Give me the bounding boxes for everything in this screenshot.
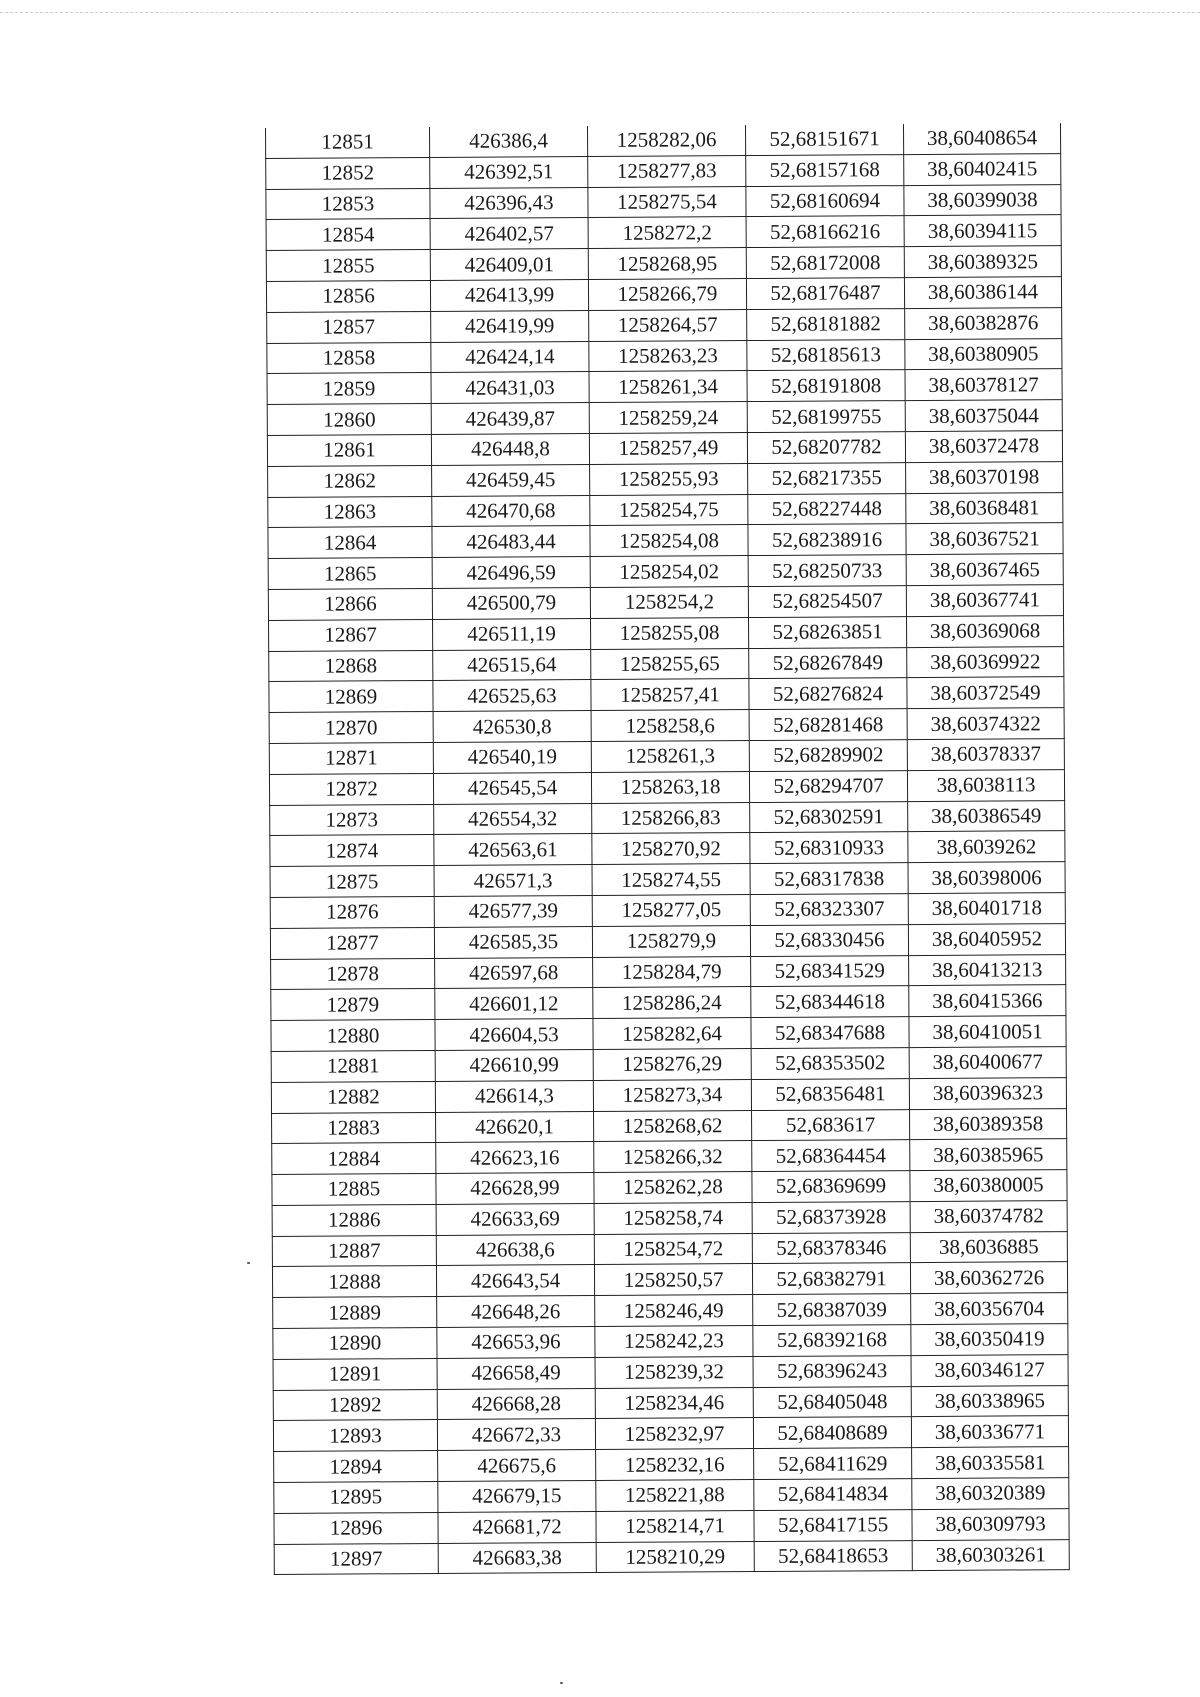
y-coordinate-cell: 1258255,93 <box>590 463 748 495</box>
x-coordinate-cell: 426653,96 <box>437 1327 595 1359</box>
x-coordinate-cell: 426419,99 <box>431 310 589 342</box>
longitude-cell: 38,60378337 <box>907 739 1064 771</box>
x-coordinate-cell: 426628,99 <box>436 1173 594 1205</box>
y-coordinate-cell: 1258262,28 <box>594 1172 752 1204</box>
longitude-cell: 38,60303261 <box>912 1539 1069 1571</box>
point-number-cell: 12882 <box>271 1081 435 1113</box>
point-number-cell: 12884 <box>272 1143 436 1175</box>
longitude-cell: 38,60394115 <box>904 215 1061 247</box>
y-coordinate-cell: 1258257,49 <box>589 433 747 465</box>
longitude-cell: 38,60382876 <box>905 307 1062 339</box>
table-row <box>266 246 1061 282</box>
x-coordinate-cell: 426459,45 <box>432 464 590 496</box>
table-row <box>272 1262 1067 1298</box>
point-number-cell: 12894 <box>274 1451 438 1483</box>
point-number-cell: 12863 <box>268 496 432 528</box>
x-coordinate-cell: 426448,8 <box>431 433 589 465</box>
x-coordinate-cell: 426679,15 <box>438 1481 596 1513</box>
point-number-cell: 12853 <box>266 188 430 220</box>
table-row <box>268 523 1063 559</box>
longitude-cell: 38,60372478 <box>905 431 1062 463</box>
y-coordinate-cell: 1258232,16 <box>596 1449 754 1481</box>
x-coordinate-cell: 426470,68 <box>432 495 590 527</box>
y-coordinate-cell: 1258273,34 <box>593 1079 751 1111</box>
point-number-cell: 12858 <box>267 342 431 374</box>
latitude-cell: 52,68267849 <box>749 647 907 679</box>
table-row <box>271 1016 1066 1052</box>
x-coordinate-cell: 426545,54 <box>433 772 591 804</box>
x-coordinate-cell: 426620,1 <box>436 1111 594 1143</box>
x-coordinate-cell: 426386,4 <box>429 126 587 157</box>
x-coordinate-cell: 426402,57 <box>430 218 588 250</box>
longitude-cell: 38,60346127 <box>911 1354 1068 1386</box>
table-row <box>274 1508 1069 1544</box>
point-number-cell: 12886 <box>272 1204 436 1236</box>
table-row <box>267 307 1062 343</box>
y-coordinate-cell: 1258276,29 <box>593 1048 751 1080</box>
x-coordinate-cell: 426610,99 <box>435 1049 593 1081</box>
latitude-cell: 52,68227448 <box>748 493 906 525</box>
y-coordinate-cell: 1258266,79 <box>588 279 746 311</box>
y-coordinate-cell: 1258266,32 <box>594 1141 752 1173</box>
point-number-cell: 12861 <box>267 434 431 466</box>
latitude-cell: 52,68238916 <box>748 524 906 556</box>
longitude-cell: 38,60385965 <box>910 1139 1067 1171</box>
table-row <box>269 615 1064 651</box>
x-coordinate-cell: 426413,99 <box>430 280 588 312</box>
y-coordinate-cell: 1258254,72 <box>594 1233 752 1265</box>
x-coordinate-cell: 426500,79 <box>432 587 590 619</box>
latitude-cell: 52,68217355 <box>748 462 906 494</box>
latitude-cell: 52,68396243 <box>753 1355 911 1387</box>
y-coordinate-cell: 1258254,2 <box>590 587 748 619</box>
latitude-cell: 52,68369699 <box>752 1171 910 1203</box>
latitude-cell: 52,68281468 <box>749 709 907 741</box>
longitude-cell: 38,60370198 <box>906 461 1063 493</box>
x-coordinate-cell: 426681,72 <box>438 1511 596 1543</box>
table-row <box>268 492 1063 528</box>
latitude-cell: 52,68417155 <box>754 1509 912 1541</box>
table-row <box>273 1324 1068 1360</box>
y-coordinate-cell: 1258232,97 <box>595 1418 753 1450</box>
point-number-cell: 12869 <box>269 681 433 713</box>
y-coordinate-cell: 1258255,08 <box>591 617 749 649</box>
point-number-cell: 12891 <box>273 1358 437 1390</box>
table-row <box>273 1354 1068 1390</box>
table-row <box>272 1108 1067 1144</box>
point-number-cell: 12871 <box>269 742 433 774</box>
point-number-cell: 12895 <box>274 1482 438 1514</box>
x-coordinate-cell: 426571,3 <box>434 865 592 897</box>
x-coordinate-cell: 426577,39 <box>434 895 592 927</box>
latitude-cell: 52,68323307 <box>750 894 908 926</box>
point-number-cell: 12866 <box>268 588 432 620</box>
y-coordinate-cell: 1258258,6 <box>591 710 749 742</box>
table-row <box>273 1416 1068 1452</box>
y-coordinate-cell: 1258221,88 <box>596 1480 754 1512</box>
latitude-cell: 52,68157168 <box>746 154 904 186</box>
x-coordinate-cell: 426668,28 <box>437 1388 595 1420</box>
y-coordinate-cell: 1258264,57 <box>589 309 747 341</box>
point-number-cell: 12867 <box>269 619 433 651</box>
scan-speck <box>247 1262 250 1264</box>
longitude-cell: 38,60367741 <box>906 585 1063 617</box>
y-coordinate-cell: 1258259,24 <box>589 402 747 434</box>
x-coordinate-cell: 426431,03 <box>431 372 589 404</box>
point-number-cell: 12880 <box>271 1020 435 1052</box>
table-row <box>274 1478 1069 1514</box>
longitude-cell: 38,6036885 <box>910 1231 1067 1263</box>
longitude-cell: 38,60410051 <box>909 1016 1066 1048</box>
latitude-cell: 52,68176487 <box>746 278 904 310</box>
longitude-cell: 38,60389358 <box>910 1108 1067 1140</box>
x-coordinate-cell: 426540,19 <box>433 741 591 773</box>
table-row <box>272 1170 1067 1206</box>
point-number-cell: 12872 <box>269 773 433 805</box>
longitude-cell: 38,60399038 <box>904 184 1061 216</box>
x-coordinate-cell: 426563,61 <box>434 834 592 866</box>
x-coordinate-cell: 426585,35 <box>434 926 592 958</box>
y-coordinate-cell: 1258257,41 <box>591 679 749 711</box>
table-row <box>270 893 1065 929</box>
longitude-cell: 38,60367521 <box>906 523 1063 555</box>
y-coordinate-cell: 1258254,75 <box>590 494 748 526</box>
point-number-cell: 12883 <box>272 1112 436 1144</box>
y-coordinate-cell: 1258277,05 <box>592 894 750 926</box>
longitude-cell: 38,60415366 <box>909 985 1066 1017</box>
latitude-cell: 52,68330456 <box>750 924 908 956</box>
table-row <box>267 431 1062 467</box>
table-row <box>273 1385 1068 1421</box>
longitude-cell: 38,60408654 <box>903 123 1060 154</box>
latitude-cell: 52,68317838 <box>750 863 908 895</box>
latitude-cell: 52,68302591 <box>750 801 908 833</box>
y-coordinate-cell: 1258284,79 <box>593 956 751 988</box>
longitude-cell: 38,60336771 <box>911 1416 1068 1448</box>
y-coordinate-cell: 1258275,54 <box>588 186 746 218</box>
point-number-cell: 12864 <box>268 527 432 559</box>
point-number-cell: 12851 <box>266 127 430 158</box>
latitude-cell: 52,68185613 <box>747 339 905 371</box>
longitude-cell: 38,60389325 <box>904 246 1061 278</box>
table-row <box>273 1293 1068 1329</box>
y-coordinate-cell: 1258242,23 <box>595 1326 753 1358</box>
longitude-cell: 38,60401718 <box>908 893 1065 925</box>
table-row <box>268 461 1063 497</box>
point-number-cell: 12877 <box>270 927 434 959</box>
latitude-cell: 52,68276824 <box>749 678 907 710</box>
table-row <box>271 954 1066 990</box>
x-coordinate-cell: 426638,6 <box>436 1234 594 1266</box>
latitude-cell: 52,68172008 <box>746 247 904 279</box>
table-row <box>266 123 1061 158</box>
longitude-cell: 38,60402415 <box>904 153 1061 185</box>
latitude-cell: 52,68364454 <box>752 1140 910 1172</box>
y-coordinate-cell: 1258270,92 <box>592 833 750 865</box>
x-coordinate-cell: 426648,26 <box>437 1296 595 1328</box>
table-row <box>269 708 1064 744</box>
point-number-cell: 12888 <box>272 1266 436 1298</box>
latitude-cell: 52,68250733 <box>748 555 906 587</box>
table-row <box>272 1231 1067 1267</box>
longitude-cell: 38,60400677 <box>909 1047 1066 1079</box>
table-row <box>270 831 1065 867</box>
longitude-cell: 38,60309793 <box>912 1508 1069 1540</box>
latitude-cell: 52,68166216 <box>746 216 904 248</box>
latitude-cell: 52,68191808 <box>747 370 905 402</box>
y-coordinate-cell: 1258282,06 <box>587 125 745 156</box>
latitude-cell: 52,68151671 <box>745 124 903 155</box>
point-number-cell: 12876 <box>270 896 434 928</box>
point-number-cell: 12856 <box>266 280 430 312</box>
latitude-cell: 52,68181882 <box>747 308 905 340</box>
longitude-cell: 38,60374322 <box>907 708 1064 740</box>
point-number-cell: 12865 <box>268 558 432 590</box>
longitude-cell: 38,60368481 <box>906 492 1063 524</box>
longitude-cell: 38,60372549 <box>907 677 1064 709</box>
latitude-cell: 52,68254507 <box>748 586 906 618</box>
table-row <box>267 369 1062 405</box>
scan-speck <box>560 1682 563 1684</box>
longitude-cell: 38,60350419 <box>911 1324 1068 1356</box>
y-coordinate-cell: 1258255,65 <box>591 648 749 680</box>
point-number-cell: 12852 <box>266 157 430 189</box>
latitude-cell: 52,68289902 <box>749 740 907 772</box>
longitude-cell: 38,60362726 <box>910 1262 1067 1294</box>
x-coordinate-cell: 426392,51 <box>430 156 588 188</box>
x-coordinate-cell: 426683,38 <box>438 1542 596 1574</box>
table-row <box>267 338 1062 374</box>
point-number-cell: 12897 <box>274 1543 438 1575</box>
x-coordinate-cell: 426633,69 <box>436 1203 594 1235</box>
latitude-cell: 52,68160694 <box>746 185 904 217</box>
longitude-cell: 38,60413213 <box>909 954 1066 986</box>
y-coordinate-cell: 1258266,83 <box>592 802 750 834</box>
table-row <box>266 153 1061 189</box>
longitude-cell: 38,60338965 <box>911 1385 1068 1417</box>
x-coordinate-cell: 426604,53 <box>435 1019 593 1051</box>
y-coordinate-cell: 1258277,83 <box>588 155 746 187</box>
longitude-cell: 38,60396323 <box>909 1077 1066 1109</box>
point-number-cell: 12875 <box>270 866 434 898</box>
x-coordinate-cell: 426672,33 <box>437 1419 595 1451</box>
y-coordinate-cell: 1258239,32 <box>595 1356 753 1388</box>
table-row <box>266 184 1061 220</box>
point-number-cell: 12885 <box>272 1174 436 1206</box>
y-coordinate-cell: 1258261,3 <box>591 740 749 772</box>
y-coordinate-cell: 1258268,95 <box>588 248 746 280</box>
table-row <box>270 923 1065 959</box>
latitude-cell: 52,68382791 <box>752 1263 910 1295</box>
table-row <box>274 1539 1069 1575</box>
point-number-cell: 12859 <box>267 373 431 405</box>
latitude-cell: 52,683617 <box>752 1109 910 1141</box>
latitude-cell: 52,68344618 <box>751 986 909 1018</box>
x-coordinate-cell: 426396,43 <box>430 187 588 219</box>
latitude-cell: 52,68387039 <box>753 1294 911 1326</box>
x-coordinate-cell: 426439,87 <box>431 403 589 435</box>
longitude-cell: 38,60374782 <box>910 1201 1067 1233</box>
table-row <box>268 554 1063 590</box>
longitude-cell: 38,60367465 <box>906 554 1063 586</box>
longitude-cell: 38,60398006 <box>908 862 1065 894</box>
point-number-cell: 12854 <box>266 219 430 251</box>
point-number-cell: 12881 <box>271 1050 435 1082</box>
point-number-cell: 12868 <box>269 650 433 682</box>
latitude-cell: 52,68207782 <box>747 432 905 464</box>
scan-edge-line <box>0 12 1200 13</box>
table-row <box>272 1201 1067 1237</box>
x-coordinate-cell: 426623,16 <box>436 1142 594 1174</box>
table-row <box>271 1077 1066 1113</box>
x-coordinate-cell: 426675,6 <box>438 1450 596 1482</box>
y-coordinate-cell: 1258258,74 <box>594 1202 752 1234</box>
table-row <box>266 277 1061 313</box>
y-coordinate-cell: 1258286,24 <box>593 987 751 1019</box>
y-coordinate-cell: 1258254,08 <box>590 525 748 557</box>
point-number-cell: 12878 <box>271 958 435 990</box>
point-number-cell: 12896 <box>274 1512 438 1544</box>
x-coordinate-cell: 426601,12 <box>435 988 593 1020</box>
x-coordinate-cell: 426511,19 <box>433 618 591 650</box>
latitude-cell: 52,68199755 <box>747 401 905 433</box>
longitude-cell: 38,6038113 <box>907 769 1064 801</box>
longitude-cell: 38,60375044 <box>905 400 1062 432</box>
point-number-cell: 12857 <box>267 311 431 343</box>
y-coordinate-cell: 1258282,64 <box>593 1018 751 1050</box>
latitude-cell: 52,68263851 <box>748 616 906 648</box>
longitude-cell: 38,60356704 <box>911 1293 1068 1325</box>
x-coordinate-cell: 426515,64 <box>433 649 591 681</box>
longitude-cell: 38,60405952 <box>908 923 1065 955</box>
point-number-cell: 12890 <box>273 1328 437 1360</box>
table-row <box>266 215 1061 251</box>
point-number-cell: 12893 <box>273 1420 437 1452</box>
y-coordinate-cell: 1258263,18 <box>591 771 749 803</box>
x-coordinate-cell: 426496,59 <box>432 557 590 589</box>
point-number-cell: 12862 <box>268 465 432 497</box>
longitude-cell: 38,60386549 <box>908 800 1065 832</box>
y-coordinate-cell: 1258263,23 <box>589 340 747 372</box>
x-coordinate-cell: 426554,32 <box>434 803 592 835</box>
point-number-cell: 12870 <box>269 712 433 744</box>
point-number-cell: 12887 <box>272 1235 436 1267</box>
longitude-cell: 38,60369922 <box>907 646 1064 678</box>
y-coordinate-cell: 1258214,71 <box>596 1510 754 1542</box>
latitude-cell: 52,68347688 <box>751 1017 909 1049</box>
latitude-cell: 52,68392168 <box>753 1325 911 1357</box>
y-coordinate-cell: 1258250,57 <box>594 1264 752 1296</box>
longitude-cell: 38,6039262 <box>908 831 1065 863</box>
y-coordinate-cell: 1258261,34 <box>589 371 747 403</box>
table-row <box>269 646 1064 682</box>
latitude-cell: 52,68341529 <box>751 955 909 987</box>
point-number-cell: 12855 <box>266 250 430 282</box>
table-row <box>270 862 1065 898</box>
y-coordinate-cell: 1258274,55 <box>592 864 750 896</box>
table-row <box>274 1447 1069 1483</box>
point-number-cell: 12860 <box>267 404 431 436</box>
latitude-cell: 52,68373928 <box>752 1201 910 1233</box>
longitude-cell: 38,60386144 <box>904 277 1061 309</box>
longitude-cell: 38,60335581 <box>912 1447 1069 1479</box>
x-coordinate-cell: 426530,8 <box>433 711 591 743</box>
coordinates-table <box>265 123 1070 1575</box>
latitude-cell: 52,68310933 <box>750 832 908 864</box>
latitude-cell: 52,68378346 <box>752 1232 910 1264</box>
x-coordinate-cell: 426643,54 <box>436 1265 594 1297</box>
table-row <box>269 677 1064 713</box>
table-row <box>268 585 1063 621</box>
table-row <box>272 1139 1067 1175</box>
latitude-cell: 52,68405048 <box>753 1386 911 1418</box>
point-number-cell: 12873 <box>270 804 434 836</box>
x-coordinate-cell: 426424,14 <box>431 341 589 373</box>
latitude-cell: 52,68418653 <box>754 1540 912 1572</box>
table-row <box>271 1047 1066 1083</box>
table-row <box>271 985 1066 1021</box>
x-coordinate-cell: 426409,01 <box>430 249 588 281</box>
y-coordinate-cell: 1258234,46 <box>595 1387 753 1419</box>
latitude-cell: 52,68353502 <box>751 1047 909 1079</box>
point-number-cell: 12874 <box>270 835 434 867</box>
point-number-cell: 12892 <box>273 1389 437 1421</box>
point-number-cell: 12879 <box>271 989 435 1021</box>
point-number-cell: 12889 <box>273 1297 437 1329</box>
x-coordinate-cell: 426614,3 <box>435 1080 593 1112</box>
table-row <box>267 400 1062 436</box>
longitude-cell: 38,60380905 <box>905 338 1062 370</box>
x-coordinate-cell: 426658,49 <box>437 1357 595 1389</box>
table-row <box>270 800 1065 836</box>
x-coordinate-cell: 426525,63 <box>433 680 591 712</box>
table-row <box>269 739 1064 775</box>
latitude-cell: 52,68414834 <box>754 1479 912 1511</box>
x-coordinate-cell: 426483,44 <box>432 526 590 558</box>
y-coordinate-cell: 1258268,62 <box>594 1110 752 1142</box>
longitude-cell: 38,60320389 <box>912 1478 1069 1510</box>
y-coordinate-cell: 1258272,2 <box>588 217 746 249</box>
y-coordinate-cell: 1258246,49 <box>595 1295 753 1327</box>
y-coordinate-cell: 1258254,02 <box>590 556 748 588</box>
y-coordinate-cell: 1258210,29 <box>596 1541 754 1573</box>
coordinates-table-body <box>266 123 1070 1575</box>
table-row <box>269 769 1064 805</box>
y-coordinate-cell: 1258279,9 <box>592 925 750 957</box>
latitude-cell: 52,68408689 <box>753 1417 911 1449</box>
longitude-cell: 38,60369068 <box>906 615 1063 647</box>
x-coordinate-cell: 426597,68 <box>435 957 593 989</box>
latitude-cell: 52,68356481 <box>751 1078 909 1110</box>
longitude-cell: 38,60380005 <box>910 1170 1067 1202</box>
longitude-cell: 38,60378127 <box>905 369 1062 401</box>
latitude-cell: 52,68294707 <box>749 770 907 802</box>
latitude-cell: 52,68411629 <box>754 1448 912 1480</box>
